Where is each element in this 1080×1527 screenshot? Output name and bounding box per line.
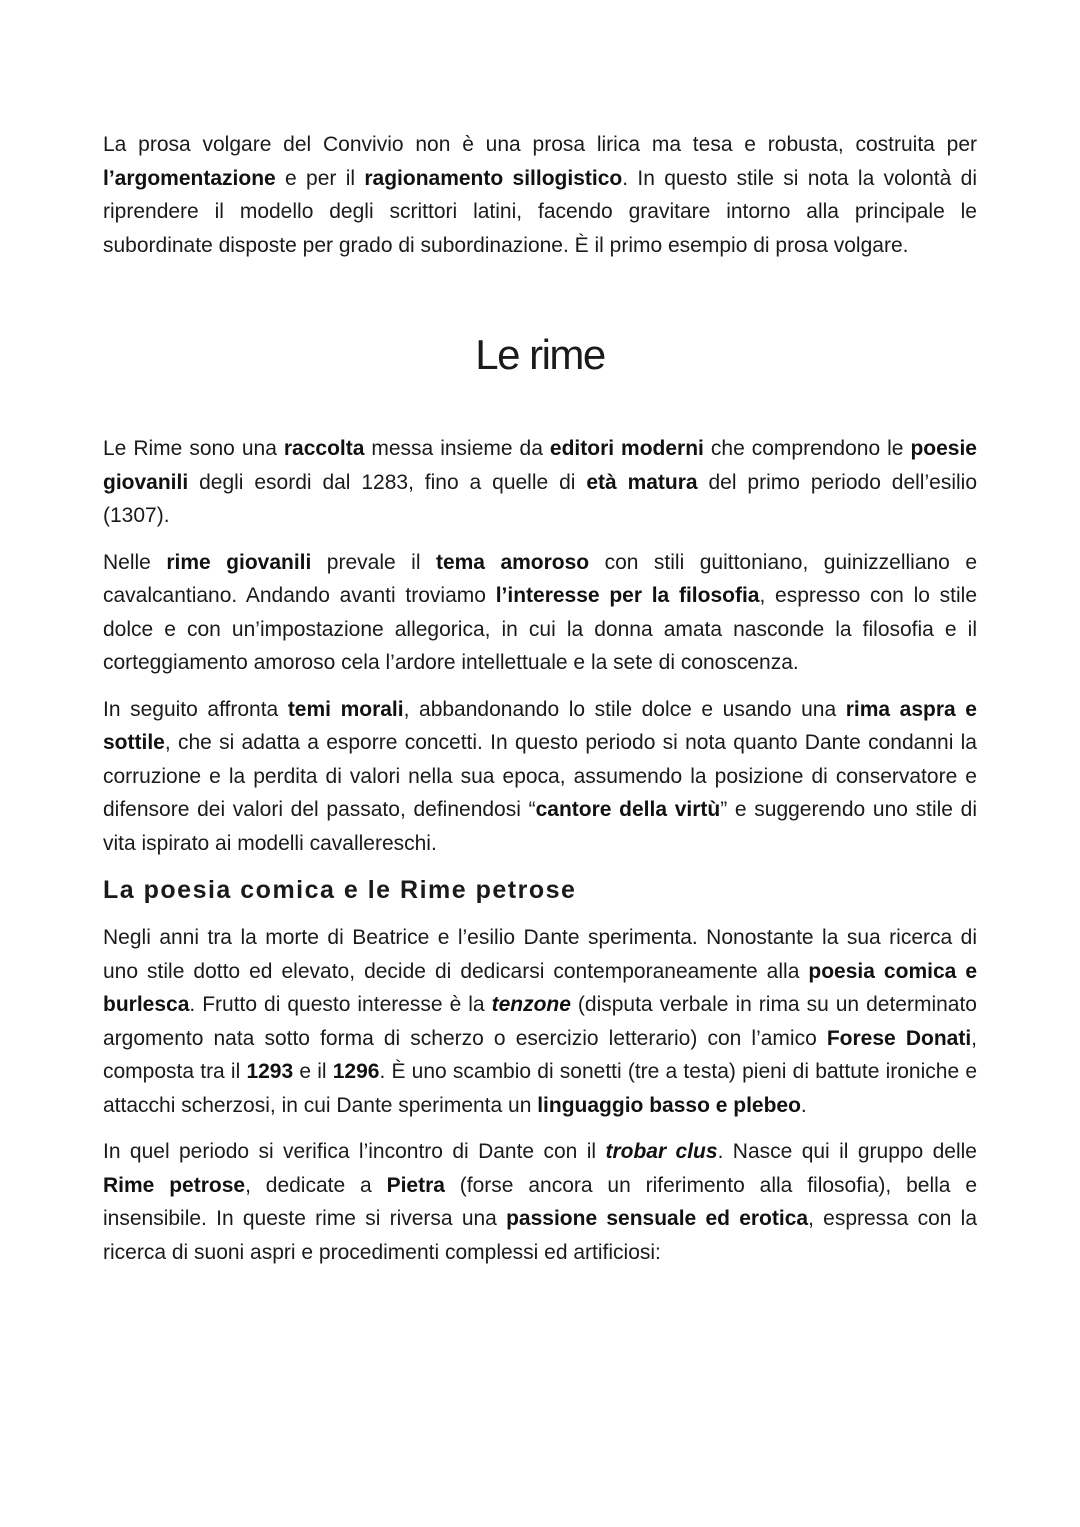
- comica-paragraph-1: Negli anni tra la morte di Beatrice e l’esilio Dante sperimenta. Nonostante la sua ricerca di uno stile dotto ed elevato, decide di dedicarsi contemporaneamente alla poesia comica e burlesca. Frutto di questo interesse è la tenzone (disputa verbale in rima su un determinato argomento nata sotto forma di scherzo o esercizio letterario) con l’amico Forese Donati, composta tra il 1293 e il 1296. È uno scambio di sonetti (tre a testa) pieni di battute ironiche e attacchi scherzosi, in cui Dante sperimenta un linguaggio basso e plebeo.: [103, 926, 978, 1117]
- page-content: [103, 128, 977, 1282]
- intro-paragraph: La prosa volgare del Convivio non è una prosa lirica ma tesa e robusta, costruita per l’argomentazione e per il ragionamento sillogistico. In questo stile si nota la volontà di riprendere il modello degli scrittori latini, facendo gravitare intorno alla principale le subordinate disposte per grado di subordinazione. È il primo esempio di prosa volgare.: [103, 133, 977, 257]
- rime-paragraph-1: Le Rime sono una raccolta messa insieme da editori moderni che comprendono le poesie giovanili degli esordi dal 1283, fino a quelle di età matura del primo periodo dell’esilio (1307).: [103, 437, 977, 527]
- section-title: Le rime: [475, 331, 605, 378]
- rime-paragraph-3: In seguito affronta temi morali, abbandonando lo stile dolce e usando una rima aspra e sottile, che si adatta a esporre concetti. In questo periodo si nota quanto Dante condanni la corruzione e la perdita di valori nella sua epoca, assumendo la posizione di conservatore e difensore dei valori del passato, definendosi “cantore della virtù” e suggerendo uno stile di vita ispirato ai modelli cavallereschi.: [103, 697, 977, 855]
- rime-paragraph-2: Nelle rime giovanili prevale il tema amoroso con stili guittoniano, guinizzelliano e cavalcantiano. Andando avanti troviamo l’interesse per la filosofia, espresso con lo stile dolce e con un’impostazione allegorica, in cui la donna amata nasconde la filosofia e il corteggiamento amoroso cela l’ardore intellettuale e la sete di conoscenza.: [103, 550, 978, 674]
- section-heading-wrap: [103, 262, 977, 432]
- comica-paragraph-2: In quel periodo si verifica l’incontro di Dante con il trobar clus. Nasce qui il gruppo delle Rime petrose, dedicate a Pietra (forse ancora un riferimento alla filosofia), bella e insensibile. In queste rime si riversa una passione sensuale ed erotica, espressa con la ricerca di suoni aspri e procedimenti complessi ed artificiosi:: [103, 1140, 978, 1264]
- subsection-title: La poesia comica e le Rime petrose: [103, 876, 577, 904]
